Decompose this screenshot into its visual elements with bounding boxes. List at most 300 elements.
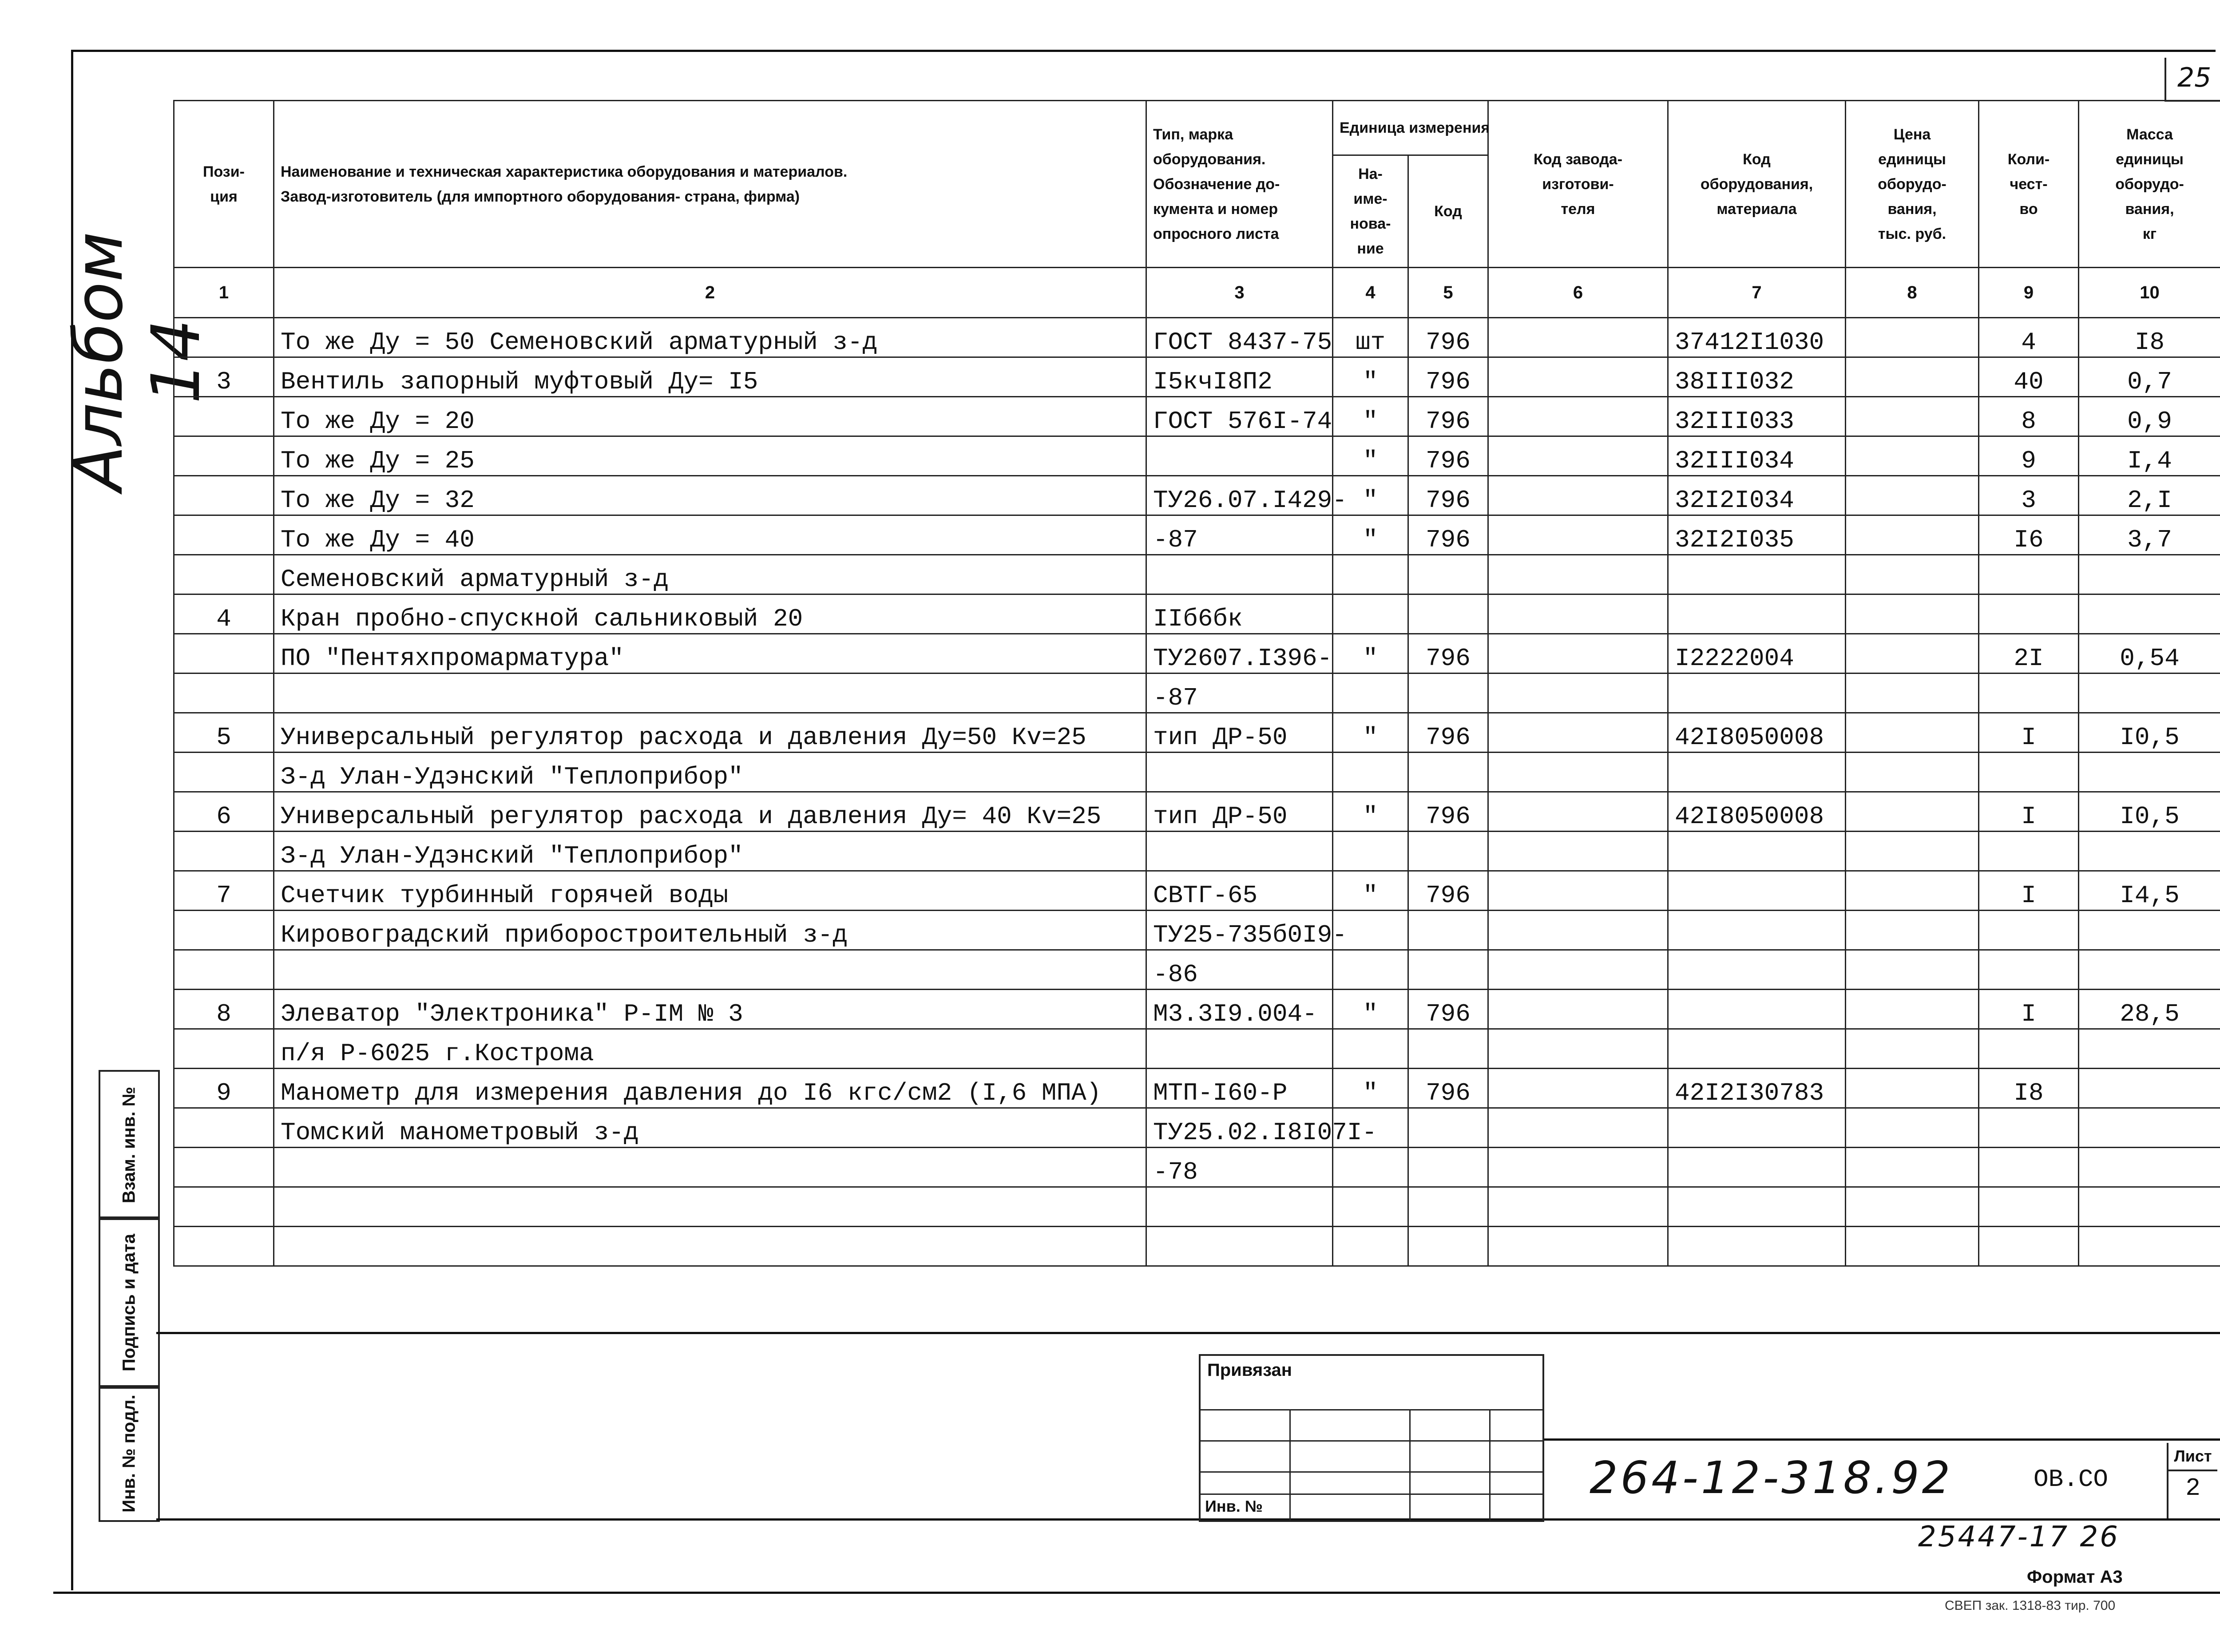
header-unit-name-line: име-: [1353, 190, 1388, 207]
stamp-title: Привязан: [1207, 1360, 1292, 1380]
table-cell: [1979, 555, 2079, 594]
table-row: [174, 1227, 2220, 1266]
table-cell: 3: [1979, 476, 2079, 515]
table-cell: 796: [1408, 436, 1488, 476]
table-cell: [1979, 1148, 2079, 1187]
table-cell: 0,54: [2079, 634, 2220, 673]
table-cell: [274, 1227, 1146, 1266]
header-factory-code: [1488, 101, 1668, 268]
column-number: 1: [174, 268, 274, 318]
table-cell: ": [1333, 397, 1408, 436]
side-box-signature: [99, 1216, 160, 1389]
table-cell: [1846, 673, 1979, 713]
table-row: [174, 594, 2220, 634]
table-row: [174, 1069, 2220, 1108]
table-cell: [1846, 1069, 1979, 1108]
table-cell: Семеновский арматурный з-д: [274, 555, 1146, 594]
table-cell: [1146, 1227, 1333, 1266]
table-cell: [1146, 753, 1333, 792]
table-cell: [1488, 1227, 1668, 1266]
table-cell: [1979, 950, 2079, 990]
table-cell: -87: [1146, 515, 1333, 555]
table-cell: 40: [1979, 357, 2079, 397]
table-cell: 32I2I034: [1668, 476, 1846, 515]
header-price-line: вания,: [1887, 200, 1937, 218]
table-cell: [1333, 594, 1408, 634]
side-label-replacement: Взам. инв. №: [119, 1086, 139, 1204]
header-quantity-line: во: [2019, 200, 2038, 218]
table-cell: [2079, 555, 2220, 594]
table-cell: ": [1333, 634, 1408, 673]
table-cell: [1146, 436, 1333, 476]
sheet-corner-box: [2164, 58, 2220, 102]
table-cell: [2079, 950, 2220, 990]
table-cell: [1846, 1227, 1979, 1266]
stamp-line-1: [1201, 1409, 1542, 1410]
table-cell: [1846, 911, 1979, 950]
sheet-box: [2167, 1443, 2217, 1518]
table-cell: [1333, 832, 1408, 871]
table-cell: То же Ду = 40: [274, 515, 1146, 555]
table-cell: [1488, 911, 1668, 950]
table-cell: ": [1333, 990, 1408, 1029]
table-cell: 6: [174, 792, 274, 832]
table-cell: Кировоградский приборостроительный з-д: [274, 911, 1146, 950]
header-factory-code-line: Код завода-: [1533, 151, 1623, 168]
table-cell: 42I2I30783: [1668, 1069, 1846, 1108]
stamp-line-4: [1201, 1494, 1542, 1495]
table-cell: [174, 950, 274, 990]
table-cell: [274, 950, 1146, 990]
order-number: 25447-17 26: [1918, 1521, 2120, 1553]
table-cell: [1333, 673, 1408, 713]
table-cell: З-д Улан-Удэнский "Теплоприбор": [274, 753, 1146, 792]
table-cell: [1846, 318, 1979, 357]
table-cell: 796: [1408, 515, 1488, 555]
table-cell: ГОСТ 576I-74: [1146, 397, 1333, 436]
side-label-signature: Подпись и дата: [119, 1234, 139, 1371]
table-cell: [1408, 673, 1488, 713]
table-cell: [174, 753, 274, 792]
table-row: [174, 318, 2220, 357]
header-price-line: единицы: [1878, 151, 1946, 168]
table-cell: [174, 832, 274, 871]
table-cell: I: [1979, 871, 2079, 911]
table-cell: [1488, 555, 1668, 594]
table-cell: [1333, 1187, 1408, 1227]
table-cell: Универсальный регулятор расхода и давления Ду= 40 Кv=25: [274, 792, 1146, 832]
table-cell: [1846, 1108, 1979, 1148]
table-cell: 32III034: [1668, 436, 1846, 476]
table-cell: [1979, 753, 2079, 792]
header-position: [174, 101, 274, 268]
table-cell: ТУ2607.I396-: [1146, 634, 1333, 673]
header-type-line: кумента и номер: [1153, 200, 1278, 218]
table-cell: [274, 1187, 1146, 1227]
column-number-row: [174, 268, 2220, 318]
table-cell: [1979, 1227, 2079, 1266]
table-cell: [1846, 594, 1979, 634]
table-cell: 37412I1030: [1668, 318, 1846, 357]
table-cell: [1488, 673, 1668, 713]
table-cell: [174, 476, 274, 515]
table-cell: ": [1333, 871, 1408, 911]
table-cell: [1846, 1148, 1979, 1187]
table-cell: [1846, 753, 1979, 792]
table-cell: ": [1333, 436, 1408, 476]
table-cell: [1668, 555, 1846, 594]
table-cell: [2079, 1069, 2220, 1108]
table-cell: [1333, 753, 1408, 792]
header-type-line: Тип, марка: [1153, 126, 1233, 143]
format-label: Формат А3: [2027, 1567, 2123, 1587]
table-row: [174, 1187, 2220, 1227]
column-number: 8: [1846, 268, 1979, 318]
document-code: ОВ.СО: [2034, 1465, 2109, 1494]
header-price-line: тыс. руб.: [1878, 225, 1946, 242]
table-cell: I: [1979, 990, 2079, 1029]
table-cell: [2079, 832, 2220, 871]
table-row: [174, 634, 2220, 673]
table-cell: [2079, 1108, 2220, 1148]
header-quantity-line: Коли-: [2007, 151, 2050, 168]
table-cell: I6: [1979, 515, 2079, 555]
table-cell: То же Ду = 20: [274, 397, 1146, 436]
header-equipment-code-line: оборудования,: [1700, 175, 1813, 193]
table-cell: 9: [1979, 436, 2079, 476]
table-cell: [1846, 555, 1979, 594]
table-cell: ": [1333, 357, 1408, 397]
table-cell: [174, 1148, 274, 1187]
header-unit: [1333, 101, 1488, 155]
header-unit-code-line: Код: [1434, 203, 1462, 220]
table-cell: 32I2I035: [1668, 515, 1846, 555]
table-cell: [1668, 1187, 1846, 1227]
table-cell: [1146, 832, 1333, 871]
table-cell: [1668, 594, 1846, 634]
header-unit-name-line: нова-: [1350, 215, 1391, 232]
table-cell: [274, 673, 1146, 713]
table-cell: [2079, 753, 2220, 792]
table-cell: [1408, 594, 1488, 634]
header-type-line: Обозначение до-: [1153, 175, 1280, 193]
table-row: [174, 673, 2220, 713]
table-cell: [1846, 950, 1979, 990]
table-cell: [174, 397, 274, 436]
table-cell: [1333, 1227, 1408, 1266]
table-cell: [1488, 318, 1668, 357]
table-cell: [1846, 515, 1979, 555]
side-label-inventory: Инв. № подл.: [119, 1394, 139, 1513]
specification-table: [173, 100, 2220, 1267]
table-cell: 796: [1408, 476, 1488, 515]
header-unit-code: [1408, 155, 1488, 268]
table-cell: [1668, 1227, 1846, 1266]
table-cell: [1979, 673, 2079, 713]
table-cell: СВТГ-65: [1146, 871, 1333, 911]
table-cell: [1846, 990, 1979, 1029]
column-number: 6: [1488, 268, 1668, 318]
title-block-top-line: [156, 1332, 2220, 1334]
table-cell: [1668, 832, 1846, 871]
side-box-replacement: [99, 1070, 160, 1220]
header-position-line: ция: [210, 188, 238, 205]
table-cell: ": [1333, 1069, 1408, 1108]
table-row: [174, 753, 2220, 792]
frame-top-line: [71, 50, 2216, 52]
table-cell: То же Ду = 50 Семеновский арматурный з-д: [274, 318, 1146, 357]
table-cell: [1668, 753, 1846, 792]
stamp-inv-label: Инв. №: [1205, 1497, 1263, 1515]
table-row: [174, 1108, 2220, 1148]
table-cell: 0,9: [2079, 397, 2220, 436]
table-cell: Томский манометровый з-д: [274, 1108, 1146, 1148]
table-cell: I,4: [2079, 436, 2220, 476]
table-cell: [174, 1108, 274, 1148]
header-mass-line: единицы: [2116, 151, 2184, 168]
table-cell: [1668, 1029, 1846, 1069]
table-cell: 2,I: [2079, 476, 2220, 515]
table-row: [174, 436, 2220, 476]
table-cell: [1979, 1029, 2079, 1069]
table-cell: [1488, 792, 1668, 832]
header-price: [1846, 101, 1979, 268]
side-box-inventory: [99, 1385, 160, 1522]
title-block-mid-line: [1543, 1438, 2220, 1441]
table-cell: Универсальный регулятор расхода и давления Ду=50 Кv=25: [274, 713, 1146, 753]
table-cell: 796: [1408, 1069, 1488, 1108]
album-label: Альбом 14: [60, 231, 215, 491]
table-cell: ": [1333, 713, 1408, 753]
table-cell: [1408, 950, 1488, 990]
approval-stamp: [1199, 1354, 1544, 1522]
table-cell: [1488, 871, 1668, 911]
table-cell: -78: [1146, 1148, 1333, 1187]
table-cell: [174, 515, 274, 555]
table-cell: [1408, 1108, 1488, 1148]
column-number: 3: [1146, 268, 1333, 318]
sheet-number: 2: [2185, 1474, 2200, 1502]
header-equipment-code-line: Код: [1743, 151, 1771, 168]
table-cell: I8: [1979, 1069, 2079, 1108]
table-cell: 4: [174, 594, 274, 634]
table-cell: [1488, 1148, 1668, 1187]
header-unit-name-line: ние: [1357, 240, 1384, 257]
table-cell: Вентиль запорный муфтовый Ду= I5: [274, 357, 1146, 397]
table-cell: [1846, 436, 1979, 476]
table-cell: I2222004: [1668, 634, 1846, 673]
table-cell: [1668, 990, 1846, 1029]
sheet-label: Лист: [2168, 1443, 2217, 1471]
table-cell: [1488, 634, 1668, 673]
header-mass-line: вания,: [2125, 200, 2174, 218]
table-cell: ТУ26.07.I429-: [1146, 476, 1333, 515]
table-cell: I4,5: [2079, 871, 2220, 911]
table-cell: [1488, 515, 1668, 555]
table-cell: 32III033: [1668, 397, 1846, 436]
table-cell: [2079, 1029, 2220, 1069]
table-cell: [1846, 792, 1979, 832]
sheet-corner-number: 25: [2177, 62, 2212, 93]
table-cell: I: [1979, 713, 2079, 753]
table-row: [174, 713, 2220, 753]
table-row: [174, 1029, 2220, 1069]
table-cell: [1333, 950, 1408, 990]
table-cell: [1488, 436, 1668, 476]
header-quantity-line: чест-: [2010, 175, 2048, 193]
table-cell: [1408, 911, 1488, 950]
table-cell: [1488, 594, 1668, 634]
table-cell: [1668, 1108, 1846, 1148]
table-cell: 9: [174, 1069, 274, 1108]
table-cell: [1668, 950, 1846, 990]
header-price-line: оборудо-: [1878, 175, 1946, 193]
header-equipment-code-line: материала: [1717, 200, 1797, 218]
table-cell: То же Ду = 32: [274, 476, 1146, 515]
table-row: [174, 476, 2220, 515]
header-equipment-code: [1668, 101, 1846, 268]
header-name: [274, 101, 1146, 268]
stamp-line-3: [1201, 1471, 1542, 1473]
table-cell: [1668, 673, 1846, 713]
title-block-bottom-line: [156, 1518, 2220, 1521]
table-cell: [1488, 397, 1668, 436]
table-cell: -87: [1146, 673, 1333, 713]
table-row: [174, 397, 2220, 436]
table-cell: [2079, 1148, 2220, 1187]
table-cell: 42I8050008: [1668, 792, 1846, 832]
table-cell: [1488, 832, 1668, 871]
table-cell: I: [1979, 792, 2079, 832]
table-cell: 42I8050008: [1668, 713, 1846, 753]
table-cell: ": [1333, 792, 1408, 832]
header-type-line: оборудования.: [1153, 151, 1266, 168]
table-cell: 796: [1408, 713, 1488, 753]
table-cell: [174, 1227, 274, 1266]
table-cell: I8: [2079, 318, 2220, 357]
table-cell: То же Ду = 25: [274, 436, 1146, 476]
table-cell: [174, 673, 274, 713]
table-cell: [1846, 397, 1979, 436]
table-cell: [174, 555, 274, 594]
table-cell: [1408, 1148, 1488, 1187]
table-cell: Кран пробно-спускной сальниковый 20: [274, 594, 1146, 634]
print-footer: СВЕП зак. 1318-83 тир. 700: [1945, 1598, 2116, 1613]
table-cell: [1488, 357, 1668, 397]
header-price-line: Цена: [1893, 126, 1931, 143]
table-cell: М3.3I9.004-: [1146, 990, 1333, 1029]
stamp-vline-3: [1489, 1409, 1491, 1520]
table-cell: [2079, 1187, 2220, 1227]
table-cell: I5кчI8П2: [1146, 357, 1333, 397]
table-cell: [1846, 476, 1979, 515]
table-row: [174, 1148, 2220, 1187]
table-cell: ГОСТ 8437-75: [1146, 318, 1333, 357]
table-row: [174, 832, 2220, 871]
table-cell: МТП-I60-Р: [1146, 1069, 1333, 1108]
table-cell: ": [1333, 476, 1408, 515]
table-cell: [274, 1148, 1146, 1187]
header-mass-line: оборудо-: [2115, 175, 2184, 193]
header-unit-name: [1333, 155, 1408, 268]
stamp-vline-2: [1409, 1409, 1411, 1520]
table-cell: I0,5: [2079, 792, 2220, 832]
table-cell: [174, 1187, 274, 1227]
table-cell: ПО "Пентяхпромарматура": [274, 634, 1146, 673]
table-cell: [1408, 1227, 1488, 1266]
table-cell: [174, 436, 274, 476]
table-cell: шт: [1333, 318, 1408, 357]
table-cell: тип ДР-50: [1146, 713, 1333, 753]
table-cell: [1846, 713, 1979, 753]
table-cell: [1488, 753, 1668, 792]
table-cell: [1408, 753, 1488, 792]
table-cell: [1146, 1029, 1333, 1069]
table-cell: 2I: [1979, 634, 2079, 673]
table-cell: [1488, 1069, 1668, 1108]
table-cell: 0,7: [2079, 357, 2220, 397]
table-cell: 38III032: [1668, 357, 1846, 397]
header-mass-line: Масса: [2126, 126, 2173, 143]
table-cell: [1846, 832, 1979, 871]
table-cell: -86: [1146, 950, 1333, 990]
table-cell: [1846, 1029, 1979, 1069]
header-factory-code-line: изготови-: [1542, 175, 1614, 193]
table-row: [174, 357, 2220, 397]
table-cell: [2079, 1227, 2220, 1266]
header-name-line: Завод-изготовитель (для импортного оборудования- страна, фирма): [281, 188, 800, 205]
table-row: [174, 871, 2220, 911]
table-cell: Счетчик турбинный горячей воды: [274, 871, 1146, 911]
table-cell: [174, 1029, 274, 1069]
table-cell: З-д Улан-Удэнский "Теплоприбор": [274, 832, 1146, 871]
table-cell: тип ДР-50: [1146, 792, 1333, 832]
table-cell: [1333, 1029, 1408, 1069]
table-cell: 7: [174, 871, 274, 911]
table-cell: [1408, 832, 1488, 871]
table-row: [174, 990, 2220, 1029]
table-cell: 796: [1408, 634, 1488, 673]
column-number: 7: [1668, 268, 1846, 318]
table-row: [174, 911, 2220, 950]
table-cell: [2079, 673, 2220, 713]
table-cell: [1488, 950, 1668, 990]
table-cell: [1846, 1187, 1979, 1227]
header-name-line: Наименование и техническая характеристика оборудования и материалов.: [281, 163, 848, 180]
table-cell: [1408, 555, 1488, 594]
table-cell: 796: [1408, 871, 1488, 911]
table-cell: [1979, 1108, 2079, 1148]
frame-bottom-line: [53, 1592, 2220, 1594]
table-cell: [1146, 555, 1333, 594]
document-number: 264-12-318.92: [1590, 1452, 1953, 1504]
table-cell: [1488, 713, 1668, 753]
header-mass: [2079, 101, 2220, 268]
header-unit-name-line: На-: [1358, 166, 1383, 182]
table-row: [174, 555, 2220, 594]
table-cell: [1333, 555, 1408, 594]
table-cell: [1488, 1187, 1668, 1227]
table-cell: Элеватор "Электроника" Р-IМ № 3: [274, 990, 1146, 1029]
table-row: [174, 950, 2220, 990]
table-cell: [1846, 357, 1979, 397]
stamp-vline-1: [1289, 1409, 1291, 1520]
column-number: 4: [1333, 268, 1408, 318]
table-cell: 28,5: [2079, 990, 2220, 1029]
table-cell: [1979, 594, 2079, 634]
table-cell: [1846, 634, 1979, 673]
table-cell: [1488, 990, 1668, 1029]
